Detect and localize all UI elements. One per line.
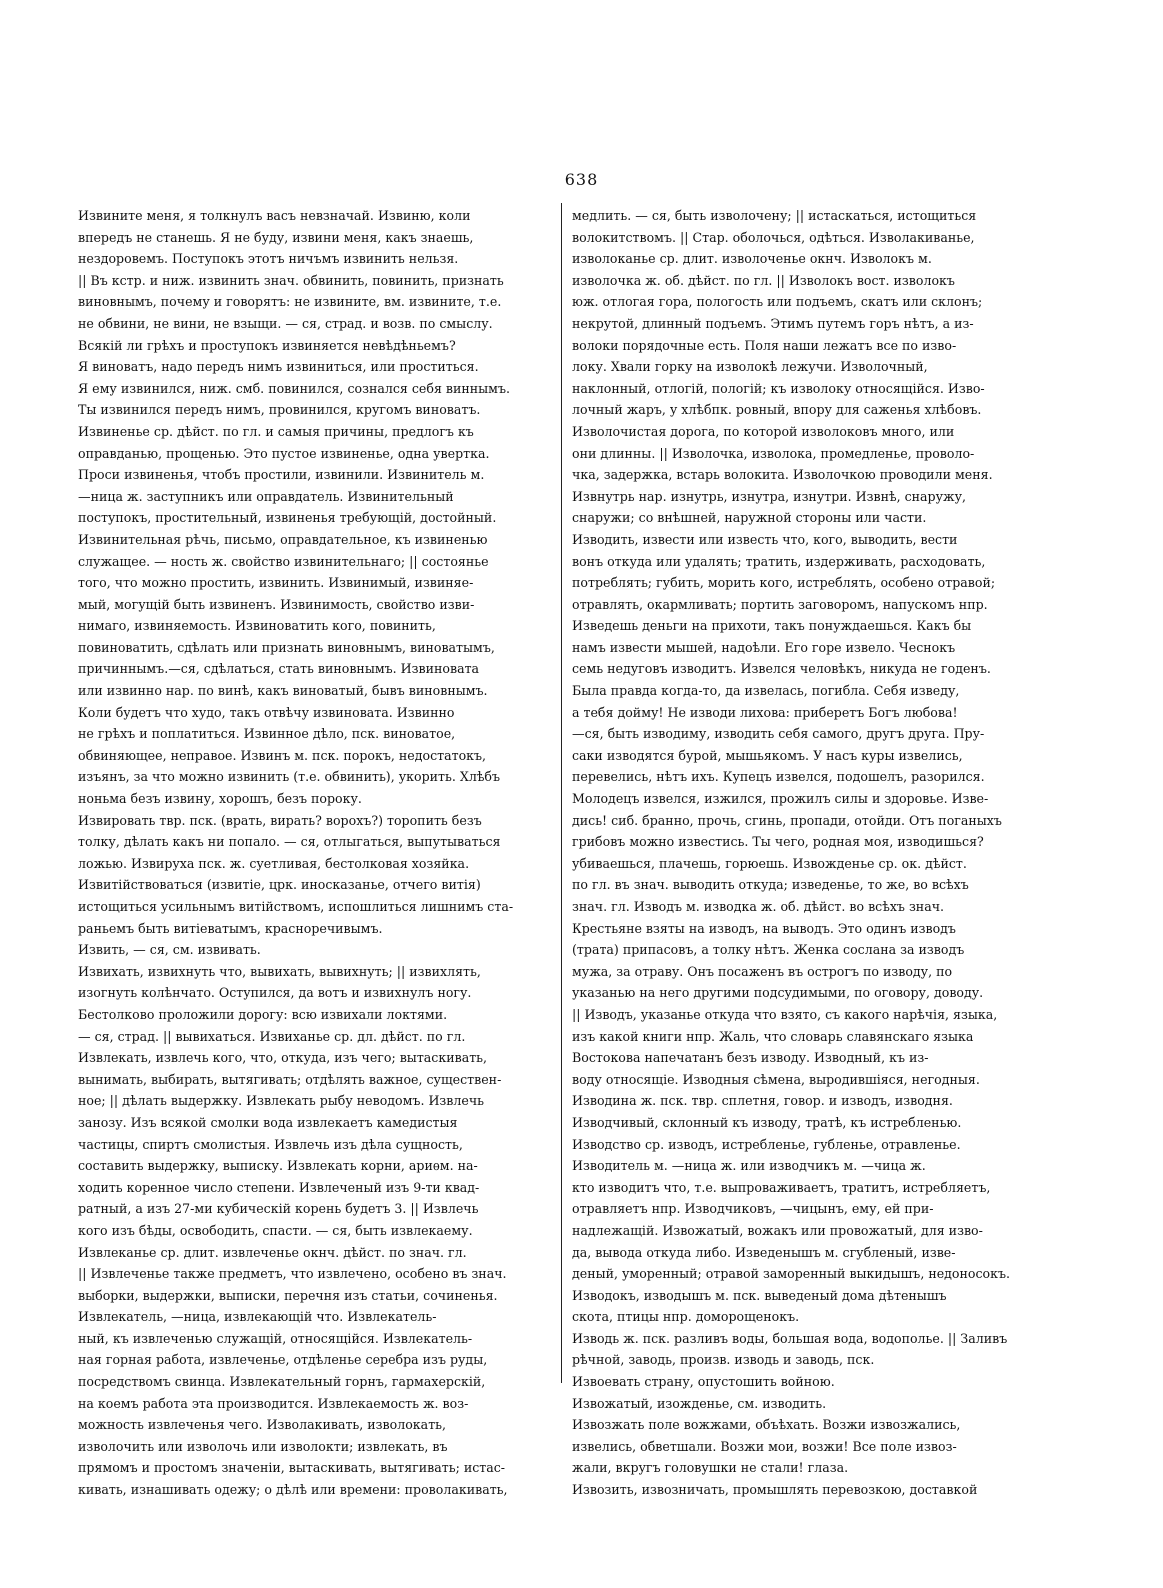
text-line: изволоканье ср. длит. изволоченье окнч. Изволокъ м.: [572, 251, 932, 267]
text-line: извелись, обветшали. Возжи мои, возжи! Все поле извоз-: [572, 1438, 957, 1454]
text-line: мый, могущій быть извиненъ. Извинимость, свойство изви-: [78, 596, 475, 612]
text-line: || Въ кстр. и ниж. извинить знач. обвинить, повинить, признать: [78, 272, 504, 288]
text-line: Изводь ж. пск. разливъ воды, большая вода, водополье. || Заливъ: [572, 1330, 1008, 1346]
text-line: саки изводятся бурой, мышьякомъ. У насъ куры извелись,: [572, 747, 963, 763]
text-line: не обвини, не вини, не взыщи. — ся, страд. и возв. по смыслу.: [78, 315, 493, 331]
right-column: [572, 205, 1050, 1501]
text-line: они длинны. || Изволочка, изволока, промедленье, проволо-: [572, 445, 975, 461]
text-line: изволочить или изволочь или изволокти; извлекать, въ: [78, 1438, 448, 1454]
text-line: обвиняющее, неправое. Извинъ м. пск. порокъ, недостатокъ,: [78, 747, 487, 763]
text-line: на коемъ работа эта производится. Извлекаемость ж. воз-: [78, 1395, 469, 1411]
text-line: —ся, быть изводиму, изводить себя самого, другъ друга. Пру-: [572, 726, 985, 742]
text-line: Извожатый, изожденье, см. изводить.: [572, 1395, 827, 1411]
text-line: Изведешь деньги на прихоти, такъ понуждаешься. Какъ бы: [572, 618, 972, 634]
text-line: надлежащій. Извожатый, вожакъ или провожатый, для изво-: [572, 1222, 983, 1238]
text-line: —ница ж. заступникъ или оправдатель. Извинительный: [78, 488, 454, 504]
text-line: Извлекатель, —ница, извлекающій что. Извлекатель-: [78, 1309, 437, 1325]
text-line: кто изводитъ что, т.е. выпроваживаетъ, тратитъ, истребляетъ,: [572, 1179, 991, 1195]
text-line: нимаго, извиняемость. Извиноватить кого, повинить,: [78, 618, 436, 634]
text-line: указанью на него другими подсудимыми, по оговору, доводу.: [572, 985, 984, 1001]
text-line: составить выдержку, выписку. Извлекать корни, ариѳм. на-: [78, 1158, 478, 1174]
text-line: Коли будетъ что худо, такъ отвѣчу извиновата. Извинно: [78, 704, 455, 720]
text-line: грибовъ можно известись. Ты чего, родная моя, изводишься?: [572, 834, 984, 850]
text-line: занозу. Изъ всякой смолки вода извлекаетъ камедистыя: [78, 1114, 458, 1130]
text-line: Изволочистая дорога, по которой изволоковъ много, или: [572, 423, 955, 439]
text-line: посредствомъ свинца. Извлекательный горнъ, гармахерскій,: [78, 1374, 486, 1390]
text-line: Извировать твр. пск. (врать, вирать? ворохъ?) торопить безъ: [78, 812, 482, 828]
text-line: нездоровемъ. Поступокъ этотъ ничъмъ извинить нельзя.: [78, 251, 459, 267]
text-line: повиноватить, сдѣлать или признать виновнымъ, виноватымъ,: [78, 639, 495, 655]
text-line: Я ему извинился, ниж. смб. повинился, сознался себя виннымъ.: [78, 380, 510, 396]
text-line: намъ извести мышей, надоѣли. Его горе извело. Чеснокъ: [572, 639, 956, 655]
text-line: локу. Хвали горку на изволокѣ лежучи. Изволочный,: [572, 359, 928, 375]
text-line: Извините меня, я толкнулъ васъ невзначай. Извиню, коли: [78, 208, 471, 223]
text-line: Изводчивый, склонный къ изводу, тратѣ, къ истребленью.: [572, 1114, 962, 1130]
text-line: ная горная работа, извлеченье, отдѣленье серебра изъ руды,: [78, 1352, 488, 1368]
text-line: потреблять; губить, морить кого, истреблять, особено отравой;: [572, 575, 996, 591]
text-line: волоки порядочные есть. Поля наши лежатъ все по изво-: [572, 337, 957, 353]
text-line: Ты извинился передъ нимъ, провинился, кругомъ виноватъ.: [78, 402, 481, 418]
text-line: Изводина ж. пск. твр. сплетня, говор. и изводъ, изводня.: [572, 1093, 953, 1109]
text-line: Я виноватъ, надо передъ нимъ извиниться, или проститься.: [78, 359, 479, 375]
text-line: семь недуговъ изводитъ. Извелся человѣкъ, никуда не годенъ.: [572, 661, 991, 677]
text-line: мужа, за отраву. Онъ посаженъ въ острогъ по изводу, по: [572, 963, 953, 979]
text-line: выборки, выдержки, выписки, перечня изъ статьи, сочиненья.: [78, 1287, 498, 1303]
text-line: чка, задержка, встарь волокита. Изволочкою проводили меня.: [572, 467, 993, 483]
text-line: Извозить, извозничать, промышлять перевозкою, доставкой: [572, 1482, 978, 1498]
text-line: юж. отлогая гора, пологость или подъемъ, скатъ или склонъ;: [572, 294, 983, 310]
text-line: деный, уморенный; отравой заморенный выкидышъ, недоносокъ.: [572, 1266, 1011, 1282]
text-line: не грѣхъ и поплатиться. Извинное дѣло, пск. виноватое,: [78, 726, 456, 742]
text-line: отравляетъ нпр. Изводчиковъ, —чицынъ, ему, ей при-: [572, 1201, 934, 1217]
text-line: волокитствомъ. || Стар. оболочься, одѣться. Изволакиванье,: [572, 229, 975, 245]
text-line: воду относящіе. Изводныя сѣмена, выродившіяся, негодныя.: [572, 1071, 980, 1087]
text-line: перевелись, нѣтъ ихъ. Купецъ извелся, подошелъ, разорился.: [572, 769, 985, 785]
text-line: Извихать, извихнуть что, вывихать, вывихнуть; || извихлять,: [78, 963, 481, 979]
text-line: Изводокъ, изводышъ м. пск. выведеный дома дѣтенышъ: [572, 1287, 947, 1303]
text-line: Извинительная рѣчь, письмо, оправдательное, къ извиненью: [78, 531, 488, 547]
text-line: можность извлеченья чего. Изволакивать, изволокать,: [78, 1417, 447, 1433]
text-line: убиваешься, плачешь, горюешь. Извожденье ср. ок. дѣйст.: [572, 855, 967, 871]
text-line: Всякій ли грѣхъ и проступокъ извиняется невѣдѣньемъ?: [78, 337, 456, 353]
text-line: оправданью, прощенью. Это пустое извиненье, одна увертка.: [78, 445, 490, 461]
text-line: некрутой, длинный подъемъ. Этимъ путемъ горъ нѣтъ, а из-: [572, 315, 974, 331]
text-line: частицы, спиртъ смолистыя. Извлечь изъ дѣла сущность,: [78, 1136, 463, 1152]
text-line: изогнуть колѣнчато. Оступился, да вотъ и извихнулъ ногу.: [78, 985, 472, 1001]
text-line: вонъ откуда или удалять; тратить, издерживать, расходовать,: [572, 553, 986, 569]
text-line: по гл. въ знач. выводить откуда; изведенье, то же, во всѣхъ: [572, 877, 969, 893]
text-line: Молодецъ извелся, изжился, прожилъ силы и здоровье. Изве-: [572, 791, 989, 807]
text-line: Изводить, извести или известь что, кого, выводить, вести: [572, 531, 958, 547]
text-line: виновнымъ, почему и говорятъ: не извините, вм. извините, т.е.: [78, 294, 502, 310]
text-line: ложью. Извируха пск. ж. суетливая, бестолковая хозяйка.: [78, 855, 470, 871]
text-line: ный, къ извлеченью служащій, относящійся. Извлекатель-: [78, 1330, 473, 1346]
text-line: поступокъ, простительный, извиненья требующій, достойный.: [78, 510, 497, 526]
text-line: снаружи; со внѣшней, наружной стороны или части.: [572, 510, 927, 526]
text-line: ное; || дѣлать выдержку. Извлекать рыбу неводомъ. Извлечь: [78, 1093, 485, 1109]
text-line: Проси извиненья, чтобъ простили, извинили. Извинитель м.: [78, 467, 485, 483]
text-line: Извоевать страну, опустошить войною.: [572, 1374, 835, 1390]
text-line: изъянъ, за что можно извинить (т.е. обвинить), укорить. Хлѣбъ: [78, 769, 501, 785]
text-line: истощиться усильнымъ витійствомъ, испошлиться лишнимъ ста-: [78, 899, 514, 914]
text-line: Извнутрь нар. изнутрь, изнутра, изнутри. Извнѣ, снаружу,: [572, 488, 967, 504]
text-line: изволочка ж. об. дѣйст. по гл. || Изволокъ вост. изволокъ: [572, 272, 955, 288]
text-line: — ся, страд. || вывихаться. Извиханье ср. дл. дѣйст. по гл.: [78, 1028, 466, 1044]
text-line: Была правда когда-то, да извелась, погибла. Себя изведу,: [572, 683, 960, 699]
text-line: (трата) припасовъ, а толку нѣтъ. Женка сослана за изводъ: [572, 942, 965, 958]
text-line: жали, вкругъ головушки не стали! глаза.: [572, 1460, 849, 1476]
text-line: раньемъ быть витіеватымъ, красноречивымъ.: [78, 920, 383, 936]
text-line: Извитійствоваться (извитіе, црк. иносказанье, отчего витія): [78, 877, 481, 893]
text-line: Востокова напечатанъ безъ изводу. Изводный, къ из-: [572, 1050, 929, 1066]
column-divider: [561, 203, 562, 1383]
text-line: кивать, изнашивать одежу; о дѣлѣ или времени: проволакивать,: [78, 1482, 508, 1498]
text-line: Изводство ср. изводъ, истребленье, губленье, отравленье.: [572, 1136, 961, 1152]
text-line: Бестолково проложили дорогу: всю извихали локтями.: [78, 1006, 448, 1022]
text-line: толку, дѣлать какъ ни попало. — ся, отлыгаться, выпутываться: [78, 834, 501, 850]
text-line: кого изъ бѣды, освободить, спасти. — ся, быть извлекаему.: [78, 1222, 473, 1238]
text-line: да, вывода откуда либо. Изведенышъ м. сгубленый, изве-: [572, 1244, 956, 1260]
text-line: служащее. — ность ж. свойство извинительнаго; || состоянье: [78, 553, 489, 569]
text-line: медлить. — ся, быть изволочену; || истаскаться, истощиться: [572, 208, 977, 223]
text-line: наклонный, отлогій, пологій; къ изволоку относящійся. Изво-: [572, 380, 985, 396]
left-column: [78, 205, 556, 1501]
text-line: || Извлеченье также предметъ, что извлечено, особено въ знач.: [78, 1266, 507, 1282]
text-line: знач. гл. Изводъ м. изводка ж. об. дѣйст. во всѣхъ знач.: [572, 899, 945, 914]
text-line: рѣчной, заводь, произв. изводь и заводь, пск.: [572, 1352, 875, 1368]
text-line: Извлеканье ср. длит. извлеченье окнч. дѣйст. по знач. гл.: [78, 1244, 467, 1260]
text-line: вынимать, выбирать, вытягивать; отдѣлять важное, существен-: [78, 1071, 502, 1087]
text-line: а тебя дойму! Не изводи лихова: приберетъ Богъ любова!: [572, 704, 958, 720]
text-line: дись! сиб. бранно, прочь, сгинь, пропади, отойди. Отъ поганыхъ: [572, 812, 1002, 828]
text-line: || Изводъ, указанье откуда что взято, съ какого нарѣчія, языка,: [572, 1006, 998, 1022]
text-line: или извинно нар. по винѣ, какъ виноватый, бывъ виновнымъ.: [78, 683, 488, 699]
text-line: Изводитель м. —ница ж. или изводчикъ м. —чица ж.: [572, 1158, 926, 1174]
text-line: отравлять, окармливать; портить заговоромъ, напускомъ нпр.: [572, 596, 988, 612]
text-line: изъ какой книги нпр. Жаль, что словарь славянскаго языка: [572, 1028, 974, 1044]
text-line: прямомъ и простомъ значеніи, вытаскивать, вытягивать; истас-: [78, 1460, 506, 1476]
page-number: 638: [564, 170, 599, 189]
text-line: Извить, — ся, см. извивать.: [78, 942, 261, 958]
text-line: Извлекать, извлечь кого, что, откуда, изъ чего; вытаскивать,: [78, 1050, 488, 1066]
text-line: ноньма безъ извину, хорошъ, безъ пороку.: [78, 791, 362, 807]
text-line: Извозжать поле вожжами, объѣхать. Возжи извозжались,: [572, 1417, 961, 1433]
text-line: ратный, а изъ 27-ми кубическій корень будетъ 3. || Извлечь: [78, 1201, 479, 1217]
text-line: Извиненье ср. дѣйст. по гл. и самыя причины, предлогъ къ: [78, 423, 474, 439]
text-line: того, что можно простить, извинить. Извинимый, извиняе-: [78, 575, 474, 591]
text-line: ходить коренное число степени. Извлеченый изъ 9-ти квад-: [78, 1179, 480, 1195]
text-line: скота, птицы нпр. доморощенокъ.: [572, 1309, 800, 1325]
text-line: впередъ не станешь. Я не буду, извини меня, какъ знаешь,: [78, 229, 474, 245]
text-line: причиннымъ.—ся, сдѣлаться, стать виновнымъ. Извиновата: [78, 661, 480, 677]
text-line: Крестьяне взяты на изводъ, на выводъ. Это одинъ изводъ: [572, 920, 956, 936]
text-line: лочный жаръ, у хлѣбпк. ровный, впору для саженья хлѣбовъ.: [572, 402, 982, 418]
